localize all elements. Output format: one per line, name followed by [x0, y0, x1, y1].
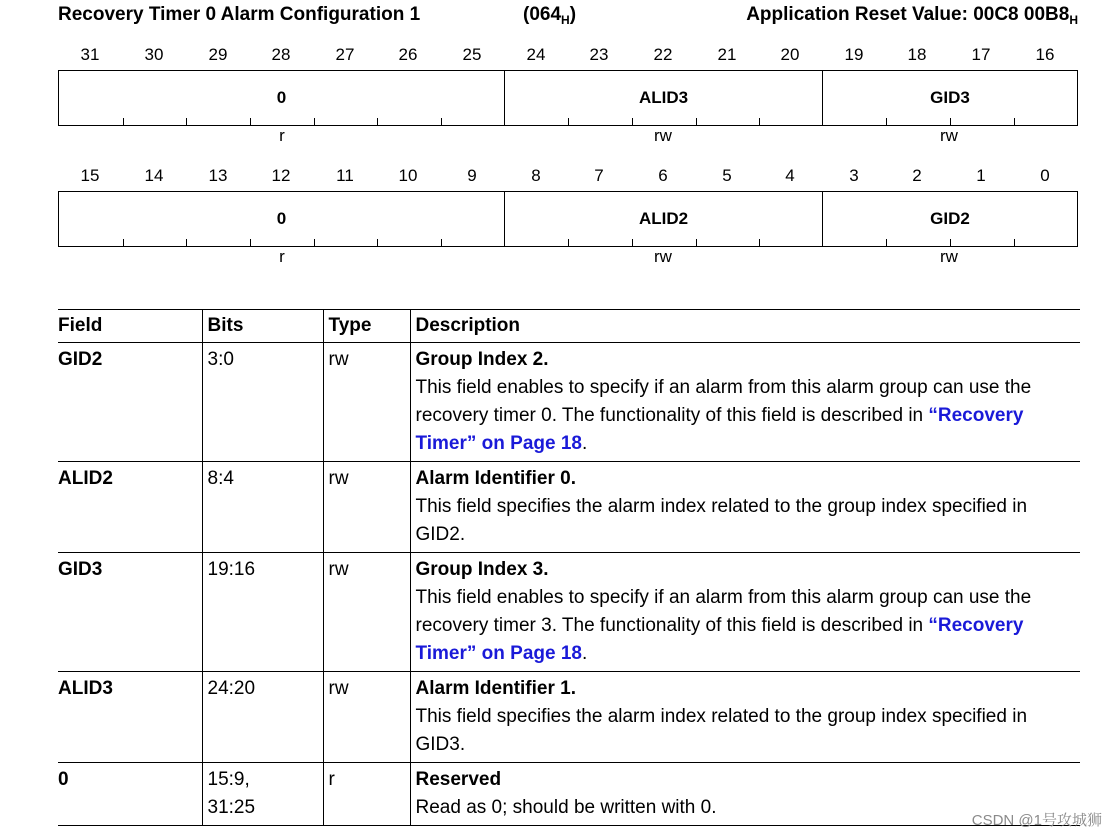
- reset-subscript: H: [1069, 13, 1078, 27]
- bit-tick: [696, 118, 697, 125]
- bit-number: 2: [912, 166, 922, 185]
- field-name: GID2: [58, 343, 202, 462]
- lower-field-reserved: 0: [59, 192, 505, 246]
- bit-number: 3: [849, 166, 859, 185]
- bit-tick: [441, 239, 442, 246]
- bit-number: 17: [971, 45, 991, 64]
- bit-tick: [250, 118, 251, 125]
- lower-field-alid2: ALID2: [505, 192, 823, 246]
- reset-value-label: Application Reset Value: 00C8 00B8: [746, 4, 1070, 25]
- description-body: This field enables to specify if an alarm from this alarm group can use the recovery timer 0. The functionality of this field is described in: [415, 377, 1032, 426]
- bit-tick: [759, 118, 760, 125]
- bit-tick: [186, 239, 187, 246]
- bit-tick: [1014, 118, 1015, 125]
- bit-tick: [441, 118, 442, 125]
- field-name: ALID3: [58, 672, 202, 763]
- description-period: .: [582, 433, 588, 454]
- bit-number: 1: [976, 166, 986, 185]
- header-bits: Bits: [202, 310, 323, 343]
- field-type: rw: [323, 462, 410, 553]
- bit-number: 9: [467, 166, 477, 185]
- field-description: [410, 672, 1080, 763]
- bit-number: 7: [594, 166, 604, 185]
- bit-tick: [950, 239, 951, 246]
- header-field: Field: [58, 310, 202, 343]
- bit-tick: [377, 239, 378, 246]
- recovery-timer-link[interactable]: “Recovery Timer” on Page 18: [415, 615, 1024, 664]
- bit-number: 29: [208, 45, 228, 64]
- description-text: [416, 374, 1076, 458]
- bit-number: 10: [398, 166, 418, 185]
- offset-value: (064: [523, 4, 562, 25]
- bit-number: 28: [271, 45, 291, 64]
- field-bits: 24:20: [202, 672, 323, 763]
- bit-tick: [632, 239, 633, 246]
- field-name: ALID2: [58, 462, 202, 553]
- field-description: [410, 553, 1080, 672]
- recovery-timer-link[interactable]: “Recovery Timer” on Page 18: [415, 405, 1024, 454]
- access-label: rw: [940, 126, 958, 145]
- bit-tick: [568, 239, 569, 246]
- description-body: This field specifies the alarm index related to the group index specified in GID2.: [415, 496, 1028, 545]
- bit-number: 27: [335, 45, 355, 64]
- field-bits-line: 31:25: [207, 797, 256, 818]
- bit-number: 16: [1035, 45, 1055, 64]
- field-bits: [202, 763, 323, 826]
- bit-number: 25: [462, 45, 482, 64]
- access-label: rw: [654, 247, 672, 266]
- bit-number: 5: [722, 166, 732, 185]
- access-label: rw: [654, 126, 672, 145]
- access-label: rw: [940, 247, 958, 266]
- description-title: Group Index 3.: [415, 559, 549, 580]
- bit-tick: [250, 239, 251, 246]
- table-row: [58, 553, 1080, 672]
- bit-tick: [950, 118, 951, 125]
- offset-subscript: H: [561, 13, 570, 27]
- upper-field-alid3: ALID3: [505, 71, 823, 125]
- bit-number: 23: [589, 45, 609, 64]
- table-row: [58, 763, 1080, 826]
- field-type: r: [323, 763, 410, 826]
- description-body: Read as 0; should be written with 0.: [415, 797, 717, 818]
- field-description-table: [58, 309, 1080, 826]
- bit-number: 21: [717, 45, 737, 64]
- bit-number: 8: [531, 166, 541, 185]
- field-name: 0: [58, 763, 202, 826]
- bit-tick: [1014, 239, 1015, 246]
- header-type: Type: [323, 310, 410, 343]
- field-bits: 8:4: [202, 462, 323, 553]
- description-body: This field specifies the alarm index related to the group index specified in GID3.: [415, 706, 1028, 755]
- description-title: Alarm Identifier 1.: [415, 678, 576, 699]
- register-offset: [523, 4, 576, 27]
- bit-number: 4: [785, 166, 795, 185]
- bit-number: 13: [208, 166, 228, 185]
- description-period: .: [582, 643, 588, 664]
- access-label: r: [279, 126, 285, 145]
- header-description: Description: [410, 310, 1080, 343]
- field-type: rw: [323, 553, 410, 672]
- bit-number: 24: [526, 45, 546, 64]
- access-label: r: [279, 247, 285, 266]
- bit-tick: [886, 239, 887, 246]
- lower-field-gid2: GID2: [930, 209, 970, 228]
- field-type: rw: [323, 672, 410, 763]
- field-description: [410, 343, 1080, 462]
- bit-tick: [632, 118, 633, 125]
- bit-number: 31: [80, 45, 100, 64]
- description-body: This field enables to specify if an alarm from this alarm group can use the recovery timer 3. The functionality of this field is described in: [415, 587, 1032, 636]
- field-description: [410, 462, 1080, 553]
- bit-number: 6: [658, 166, 668, 185]
- bit-tick: [696, 239, 697, 246]
- bit-number: 26: [398, 45, 418, 64]
- bit-tick: [186, 118, 187, 125]
- lower-register-box: [58, 191, 1078, 247]
- bit-number: 22: [653, 45, 673, 64]
- table-row: [58, 672, 1080, 763]
- reset-value: [746, 4, 1078, 27]
- offset-close: ): [569, 4, 577, 25]
- bit-tick: [377, 118, 378, 125]
- bit-tick: [759, 239, 760, 246]
- description-title: Alarm Identifier 0.: [415, 468, 576, 489]
- table-row: [58, 343, 1080, 462]
- field-bits-line: 15:9,: [207, 769, 250, 790]
- table-row: [58, 462, 1080, 553]
- register-title: Recovery Timer 0 Alarm Configuration 1: [58, 4, 421, 25]
- bit-tick: [568, 118, 569, 125]
- bit-number: 0: [1040, 166, 1050, 185]
- description-title: Group Index 2.: [415, 349, 549, 370]
- bit-number: 11: [336, 166, 354, 185]
- upper-field-reserved: 0: [59, 71, 505, 125]
- bit-tick: [123, 239, 124, 246]
- description-text: [416, 584, 1076, 668]
- bit-number: 30: [144, 45, 164, 64]
- watermark: CSDN @1号攻城狮: [971, 812, 1102, 829]
- field-bits: 19:16: [202, 553, 323, 672]
- bit-tick: [314, 239, 315, 246]
- description-title: Reserved: [415, 769, 502, 790]
- table-header-row: [58, 310, 1080, 343]
- bit-tick: [886, 118, 887, 125]
- bit-tick: [314, 118, 315, 125]
- bit-number: 18: [907, 45, 927, 64]
- bit-number: 12: [271, 166, 291, 185]
- bit-number: 14: [144, 166, 164, 185]
- bit-tick: [123, 118, 124, 125]
- bit-number: 19: [844, 45, 864, 64]
- bit-number: 15: [80, 166, 100, 185]
- upper-register-box: [58, 70, 1078, 126]
- bit-number: 20: [780, 45, 800, 64]
- upper-field-gid3: GID3: [930, 88, 970, 107]
- field-type: rw: [323, 343, 410, 462]
- field-bits: 3:0: [202, 343, 323, 462]
- field-name: GID3: [58, 553, 202, 672]
